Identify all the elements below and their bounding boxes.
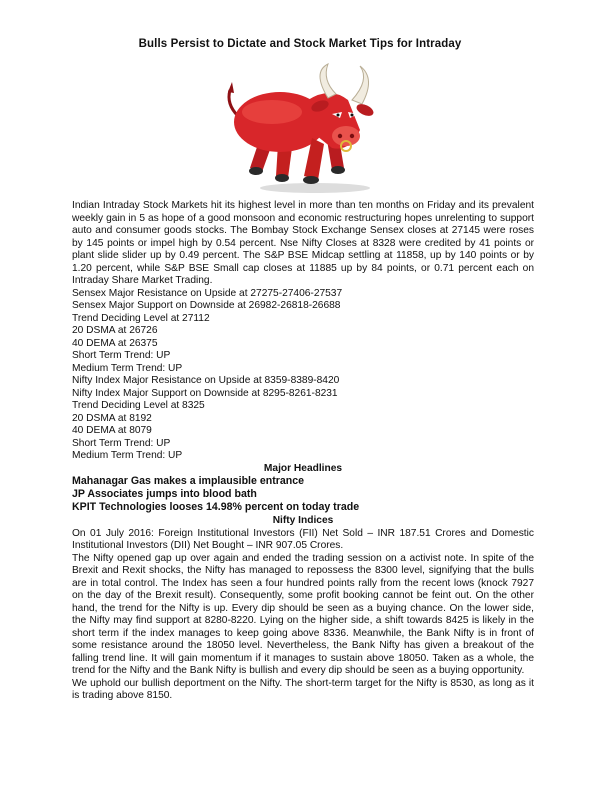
major-headlines-heading: Major Headlines: [263, 462, 343, 474]
levels-list: [72, 288, 534, 463]
nifty-indices-heading: Nifty Indices: [272, 515, 334, 526]
level-line: 40 DEMA at 8079: [72, 425, 152, 436]
level-line: Nifty Index Major Resistance on Upside at 8359-8389-8420: [72, 375, 340, 386]
page-title: Bulls Persist to Dictate and Stock Market Tips for Intraday: [138, 38, 462, 50]
level-line: 20 DSMA at 26726: [72, 325, 158, 336]
headline-item: Mahanagar Gas makes a implausible entrance: [72, 475, 304, 487]
bull-icon: [220, 60, 390, 195]
analysis-paragraph: The Nifty opened gap up over again and ended the trading session on a activist note. In spite of the Brexit and Rexit shocks, the Nifty has managed to repossess the 8300 level, signifying that the bulls are in total control. The Index has seen a four hundred points rally from the recent lows (knock 7927 on the day of the Brexit result). Consequently, some profit booking cannot be feint out. On the other hand, the trend for the Nifty is up. Every dip should be seen as a buying chance. On the lower side, the Nifty may find support at 8280-8220. Lying on the higher side, a shift towards 8425 is likely in the short term if the index manages to keep going above 8336. Meanwhile, the Bank Nifty is in front of some resistance around the 18050 level. Nevertheless, the Bank Nifty has given a breakout of the falling trend line. It will gain momentum if it manages to sustain above 18050. Taken as a whole, the trend for the Nifty and the Bank Nifty is bullish and every dip should be seen as a buying opportunity.: [72, 552, 534, 676]
level-line: Sensex Major Resistance on Upside at 27275-27406-27537: [72, 287, 343, 299]
level-line: Sensex Major Support on Downside at 26982-26818-26688: [72, 300, 341, 311]
level-line: Medium Term Trend: UP: [72, 450, 183, 461]
headline-item: JP Associates jumps into blood bath: [72, 488, 257, 500]
fii-paragraph: On 01 July 2016: Foreign Institutional Investors (FII) Net Sold – INR 187.51 Crores and Domestic Institutional Investors (DII) Net Bought – INR 907.05 Crores.: [72, 527, 534, 551]
level-line: Medium Term Trend: UP: [72, 362, 183, 374]
level-line: Trend Deciding Level at 27112: [72, 312, 210, 324]
level-line: Trend Deciding Level at 8325: [72, 400, 205, 411]
article-body: [72, 200, 534, 703]
level-line: Short Term Trend: UP: [72, 350, 171, 361]
level-line: Short Term Trend: UP: [72, 437, 171, 449]
intro-paragraph: Indian Intraday Stock Markets hit its highest level in more than ten months on Friday and its prevalent weekly gain in 5 as hope of a good monsoon and economic restructuring hopes unrelenting to support auto and consumer goods stocks. The Bombay Stock Exchange Sensex closes at 27145 were roses by 145 points or impel high by 0.54 percent. Nse Nifty Closes at 8328 were credited by 41 points or plant slide slider up by 0.49 percent. The S&P BSE Midcap settling at 11858, up by 140 points or by 1.20 percent, while S&P BSE Small cap closes at 11885 up by 84 points, or 0.71 percent each on Intraday Share Market Trading.: [72, 200, 534, 286]
headlines-list: [72, 475, 534, 514]
level-line: 20 DSMA at 8192: [72, 412, 152, 424]
level-line: Nifty Index Major Support on Downside at 8295-8261-8231: [72, 387, 338, 399]
level-line: 40 DEMA at 26375: [72, 337, 158, 349]
headline-item: KPIT Technologies looses 14.98% percent on today trade: [72, 501, 360, 513]
closing-paragraph: We uphold our bullish deportment on the Nifty. The short-term target for the Nifty is 8530, as long as it is trading above 8150.: [72, 677, 534, 701]
